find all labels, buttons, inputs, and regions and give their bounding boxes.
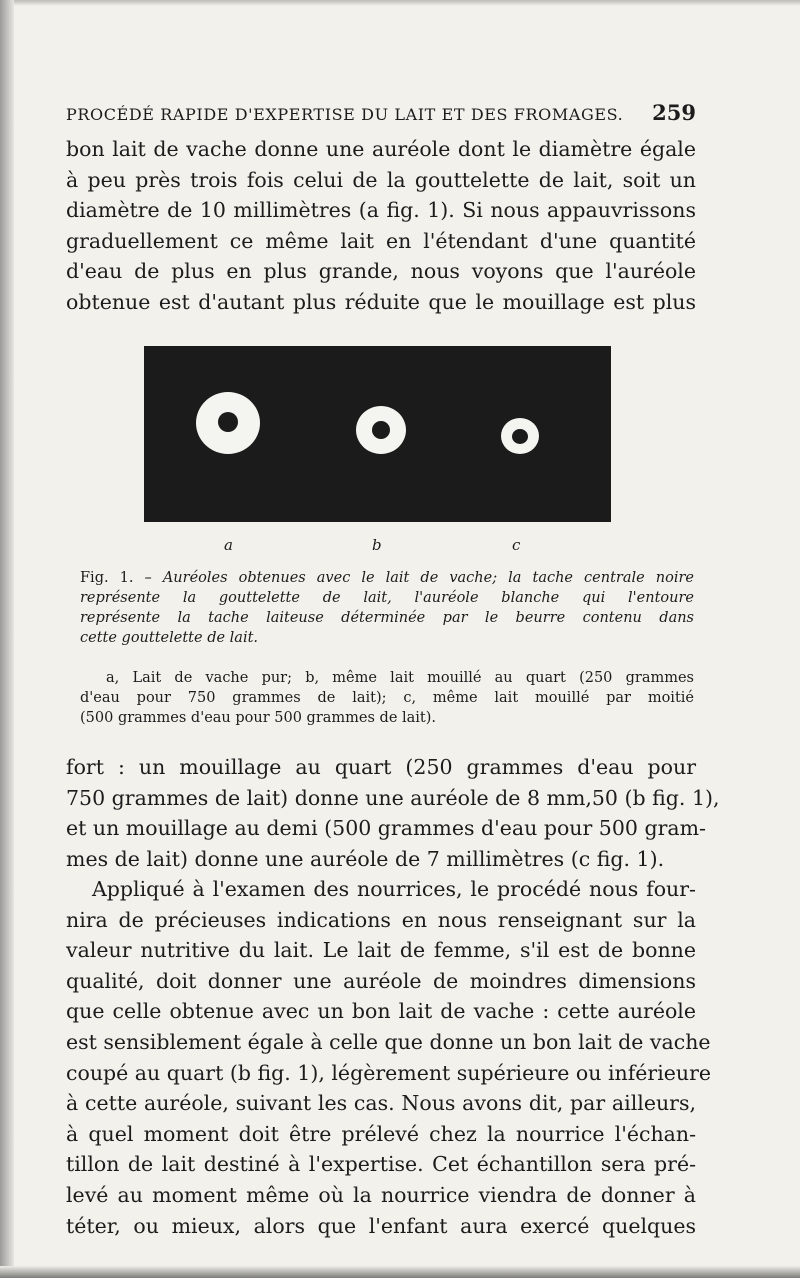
legend-line: d'eau pour 750 grammes de lait); c, même lait mouillé par moitié — [80, 690, 694, 706]
text-line: obtenue est d'autant plus réduite que le mouillage est plus — [66, 289, 696, 314]
page-number: 259 — [652, 100, 696, 125]
text-line: coupé au quart (b fig. 1), légèrement supérieure ou inférieure — [66, 1060, 712, 1085]
paragraph-3 — [66, 874, 712, 1241]
text-line: à quel moment doit être prélevé chez la nourrice l'échan- — [66, 1121, 696, 1146]
running-head-title: PROCÉDÉ RAPIDE D'EXPERTISE DU LAIT ET DES FROMAGES. — [66, 105, 624, 124]
text-line: valeur nutritive du lait. Le lait de femme, s'il est de bonne — [66, 938, 696, 963]
caption-line: représente la tache laiteuse déterminée par le beurre contenu dans — [80, 610, 694, 626]
page-edge-top — [0, 0, 800, 6]
text-line: à cette auréole, suivant les cas. Nous avons dit, par ailleurs, — [66, 1091, 696, 1116]
droplet-c — [512, 429, 528, 444]
text-line: d'eau de plus en plus grande, nous voyons que l'auréole — [66, 259, 696, 284]
legend-line: a, Lait de vache pur; b, même lait mouillé au quart (250 grammes — [106, 670, 694, 686]
text-line: que celle obtenue avec un bon lait de vache : cette auréole — [66, 999, 696, 1024]
caption-label: Fig. 1. — [80, 570, 134, 586]
paragraph-2 — [66, 752, 720, 874]
figure-label-a: a — [224, 536, 233, 554]
text-line: 750 grammes de lait) donne une auréole de 8 mm,50 (b fig. 1), — [66, 785, 720, 810]
figure-legend — [80, 668, 694, 728]
text-line: et un mouillage au demi (500 grammes d'eau pour 500 gram- — [66, 816, 706, 841]
caption-line: cette gouttelette de lait. — [80, 630, 259, 646]
figure-label-c: c — [512, 536, 521, 554]
text-line: mes de lait) donne une auréole de 7 millimètres (c fig. 1). — [66, 846, 665, 871]
text-line: est sensiblement égale à celle que donne un bon lait de vache — [66, 1029, 711, 1054]
droplet-b — [372, 421, 390, 439]
paragraph-1 — [66, 134, 696, 318]
text-line: Appliqué à l'examen des nourrices, le procédé nous four- — [92, 877, 696, 901]
page-edge-left — [0, 0, 14, 1278]
figure-aureoles — [144, 346, 611, 522]
text-line: diamètre de 10 millimètres (a fig. 1). Si nous appauvrissons — [66, 198, 696, 223]
text-line: téter, ou mieux, alors que l'enfant aura exercé quelques — [66, 1213, 696, 1238]
droplet-a — [218, 412, 238, 432]
caption-line: représente la gouttelette de lait, l'auréole blanche qui l'entoure — [80, 590, 694, 606]
text-line: graduellement ce même lait en l'étendant d'une quantité — [66, 228, 696, 253]
text-line: levé au moment même où la nourrice viendra de donner à — [66, 1182, 696, 1207]
figure-caption — [80, 568, 694, 648]
text-line: fort : un mouillage au quart (250 grammes d'eau pour — [66, 755, 696, 779]
running-head — [66, 100, 696, 125]
legend-line: (500 grammes d'eau pour 500 grammes de lait). — [80, 710, 437, 726]
caption-line: – Auréoles obtenues avec le lait de vache; la tache centrale noire — [133, 570, 694, 586]
text-line: à peu près trois fois celui de la gouttelette de lait, soit un — [66, 167, 696, 192]
figure-label-b: b — [372, 536, 382, 554]
text-line: bon lait de vache donne une auréole dont le diamètre égale — [66, 137, 696, 161]
text-line: nira de précieuses indications en nous renseignant sur la — [66, 907, 696, 932]
text-line: qualité, doit donner une auréole de moindres dimensions — [66, 968, 696, 993]
page-edge-bottom — [0, 1266, 800, 1278]
text-line: tillon de lait destiné à l'expertise. Cet échantillon sera pré- — [66, 1152, 696, 1177]
